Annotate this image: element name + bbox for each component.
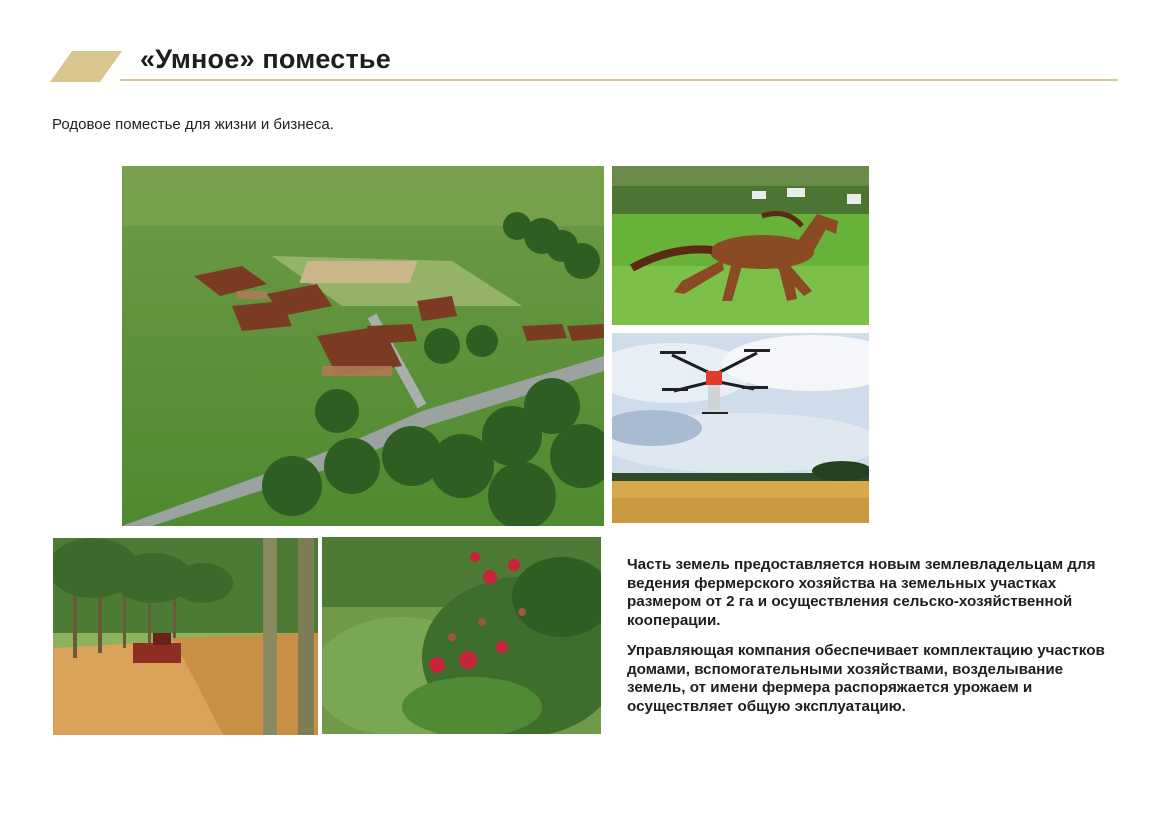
title-underline: [120, 79, 1118, 81]
horse-image: [612, 166, 869, 325]
description-block: [627, 556, 1107, 728]
drone-image: [612, 333, 869, 523]
title-accent-parallelogram: [50, 51, 122, 82]
harvester-image: [53, 538, 318, 735]
description-paragraph-1: Часть земель предоставляется новым землевладельцам для ведения фермерского хозяйства на земельных участках размером от 2 га и осуществления сельско-хозяйственной кооперации.: [627, 556, 1096, 629]
page-title: «Умное» поместье: [140, 44, 391, 74]
page-subtitle: Родовое поместье для жизни и бизнеса.: [52, 116, 334, 133]
description-paragraph-2: Управляющая компания обеспечивает комплектацию участков домами, вспомогательными хозяйствами, возделывание земель, от имени фермера распоряжается урожаем и осуществляет общую эксплуатацию.: [627, 642, 1105, 715]
estate-aerial-image: [122, 166, 604, 526]
raspberry-image: [322, 537, 601, 734]
